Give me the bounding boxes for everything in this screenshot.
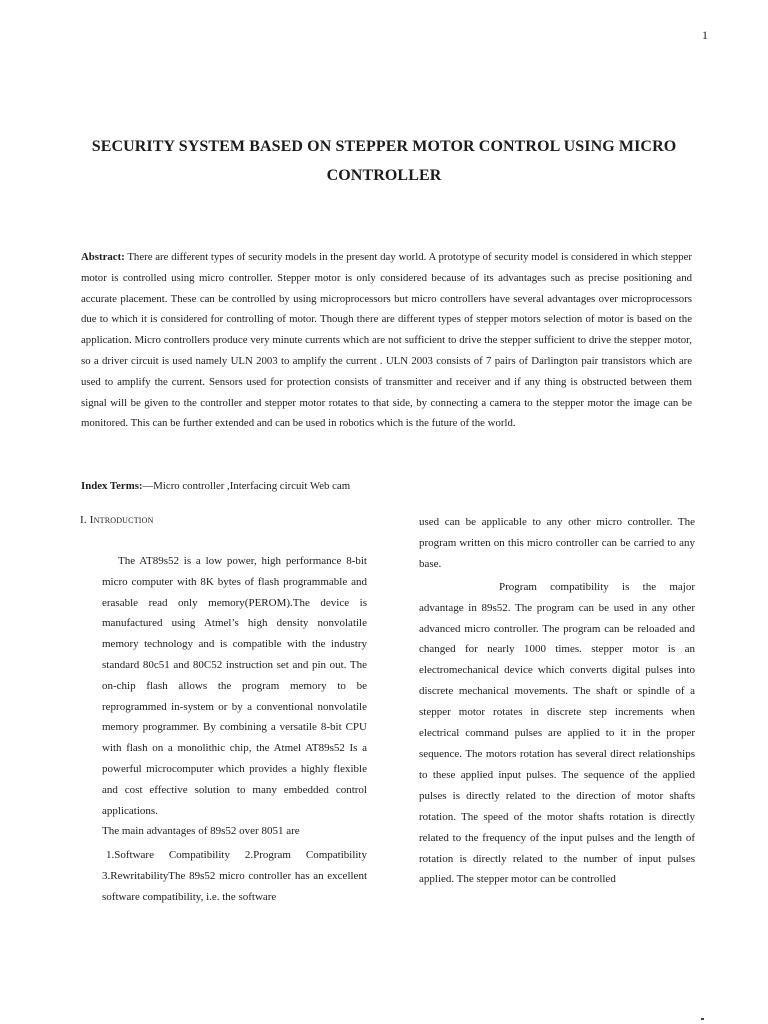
paper-title-line-1: SECURITY SYSTEM BASED ON STEPPER MOTOR CONTROL USING MICRO — [91, 138, 677, 155]
paper-title — [60, 132, 708, 190]
right-column — [419, 512, 695, 890]
left-column-paragraph-3: 1.Software Compatibility 2.Program Compatibility 3.RewritabilityThe 89s52 micro controller has an excellent software compatibility, i.e. the software — [102, 849, 367, 903]
left-column-paragraph-2: The main advantages of 89s52 over 8051 are — [102, 825, 300, 838]
index-terms — [81, 477, 692, 495]
abstract — [81, 247, 692, 434]
page-number: 1 — [702, 28, 708, 42]
index-terms-text: —Micro controller ,Interfacing circuit Web cam — [142, 480, 351, 492]
right-column-paragraph-1: used can be applicable to any other micro controller. The program written on this micro controller can be carried to any base. — [419, 516, 695, 570]
left-column-paragraph-1: The AT89s52 is a low power, high performance 8-bit micro computer with 8K bytes of flash programmable and erasable read only memory(PEROM).The device is manufactured using Atmel’s high density nonvolatile memory technology and is compatible with the industry standard 80c51 and 80C52 instruction set and pin out. The on-chip flash allows the program memory to be reprogrammed in-system or by a conventional nonvolatile memory programmer. By combining a versatile 8-bit CPU with flash on a monolithic chip, the Atmel AT89s52 Is a powerful microcomputer which provides a highly flexible and cost effective solution to many embedded control applications. — [102, 555, 367, 817]
section-heading-introduction: I. Introduction — [80, 514, 154, 526]
abstract-text: There are different types of security models in the present day world. A prototype of security model is considered in which stepper motor is controlled using micro controller. Stepper motor is only considered because of its advantages such as precise positioning and accurate placement. These can be controlled by using microprocessors but micro controllers have several advantages over microprocessors due to which it is considered for controlling of motor. Though there are different types of stepper motors selection of motor is based on the application. Micro controllers produce very minute currents which are not sufficient to drive the stepper sufficient to drive the stepper motor, so a driver circuit is used namely ULN 2003 to amplify the current . ULN 2003 consists of 7 pairs of Darlington pair transistors which are used to amplify the current. Sensors used for protection consists of transmitter and receiver and if any thing is obstructed between them signal will be given to the controller and stepper motor rotates to that side, by connecting a camera to the stepper motor the image can be monitored. This can be further extended and can be used in robotics which is the future of the world. — [81, 251, 692, 430]
left-column — [102, 551, 367, 908]
abstract-label: Abstract: — [81, 251, 125, 263]
right-column-paragraph-2: Program compatibility is the major advantage in 89s52. The program can be used in any other advanced micro controller. The program can be reloaded and changed for nearly 1000 times. stepper motor is an electromechanical device which converts digital pulses into discrete mechanical movements. The shaft or spindle of a stepper motor rotates in discrete step increments when electrical command pulses are applied to it in the proper sequence. The motors rotation has several direct relationships to these applied input pulses. The sequence of the applied pulses is directly related to the direction of motor shafts rotation. The speed of the motor shafts rotation is directly related to the frequency of the input pulses and the length of rotation is directly related to the number of input pulses applied. The stepper motor can be controlled — [419, 580, 695, 886]
footer-mark — [701, 1018, 704, 1020]
paper-title-line-2: CONTROLLER — [326, 167, 442, 184]
index-terms-label: Index Terms: — [81, 480, 143, 492]
